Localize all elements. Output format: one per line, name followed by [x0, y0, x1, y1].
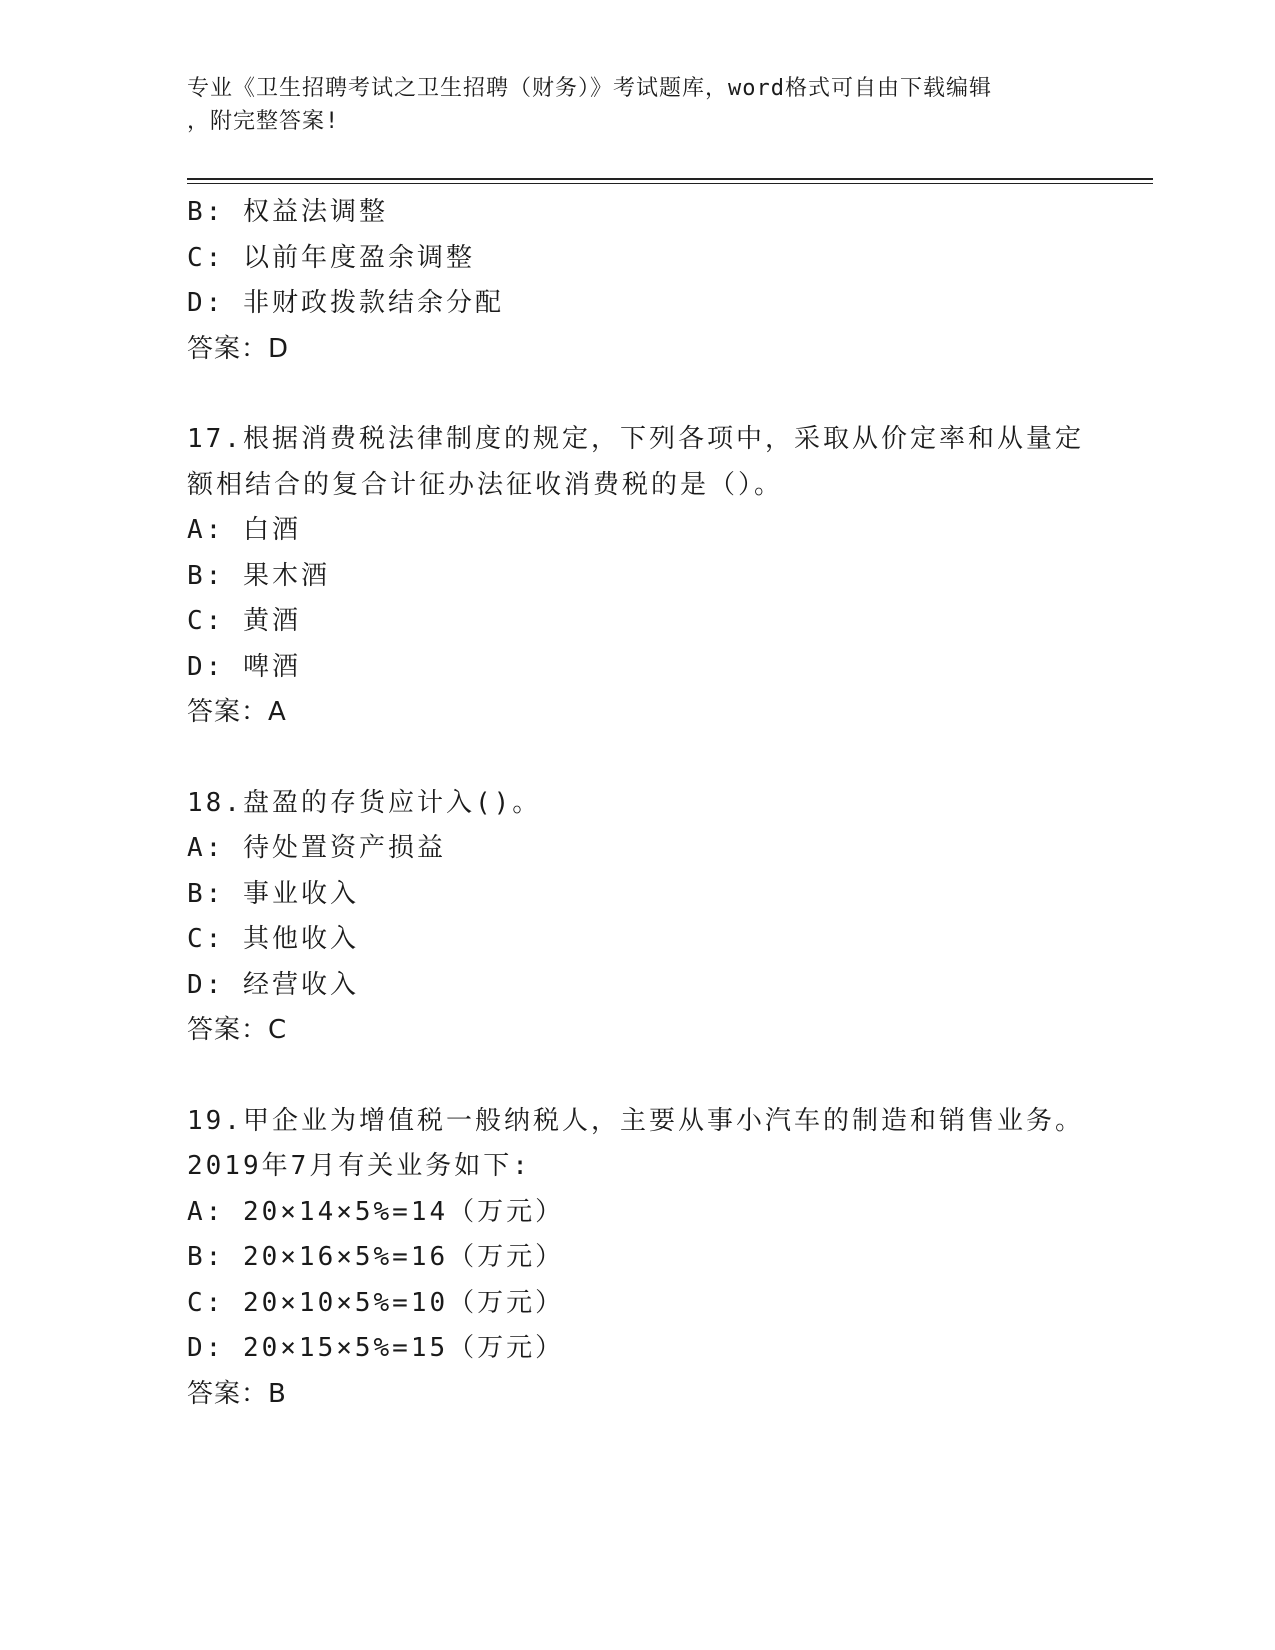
option-c: C: 20×10×5%=10（万元） [187, 1287, 565, 1318]
option-a: A: 白酒 [187, 515, 301, 545]
header-divider-thick [187, 178, 1153, 180]
question-list [187, 190, 1087, 1417]
option-a: A: 20×14×5%=14（万元） [187, 1196, 565, 1227]
question-spacer [187, 372, 1087, 417]
question-19 [187, 1099, 1087, 1418]
option-d: D: 经营收入 [187, 969, 359, 1000]
option-a: A: 待处置资产损益 [187, 833, 446, 863]
option-b: B: 事业收入 [187, 878, 359, 909]
question-17 [187, 417, 1087, 736]
question-spacer [187, 736, 1087, 781]
answer: 答案：A [187, 697, 287, 727]
question-16-continued [187, 190, 1087, 372]
header-divider-thin [187, 183, 1153, 184]
question-stem: 19.甲企业为增值税一般纳税人，主要从事小汽车的制造和销售业务。 [187, 1105, 1084, 1136]
question-stem: 17.根据消费税法律制度的规定，下列各项中，采取从价定率和从量定 [187, 424, 1084, 454]
question-stem-continued: 额相结合的复合计征办法征收消费税的是（）。 [187, 469, 784, 500]
header-line-2: ，附完整答案! [187, 109, 340, 134]
document-header [187, 72, 1067, 138]
answer: 答案：B [187, 1378, 287, 1409]
question-stem-continued: 2019年7月有关业务如下: [187, 1151, 531, 1181]
question-stem: 18.盘盈的存货应计入()。 [187, 787, 542, 818]
option-b: B: 20×16×5%=16（万元） [187, 1242, 565, 1272]
option-b: B: 权益法调整 [187, 197, 388, 227]
option-b: B: 果木酒 [187, 560, 330, 591]
option-c: C: 黄酒 [187, 606, 301, 636]
question-18 [187, 781, 1087, 1054]
option-c: C: 以前年度盈余调整 [187, 242, 475, 273]
question-spacer [187, 1054, 1087, 1099]
option-d: D: 非财政拨款结余分配 [187, 288, 504, 318]
option-d: D: 20×15×5%=15（万元） [187, 1333, 565, 1363]
answer: 答案：D [187, 333, 290, 364]
answer: 答案：C [187, 1015, 288, 1045]
option-d: D: 啤酒 [187, 651, 301, 682]
option-c: C: 其他收入 [187, 924, 359, 954]
header-line-1: 专业《卫生招聘考试之卫生招聘（财务）》考试题库，word格式可自由下载编辑 [187, 76, 992, 101]
